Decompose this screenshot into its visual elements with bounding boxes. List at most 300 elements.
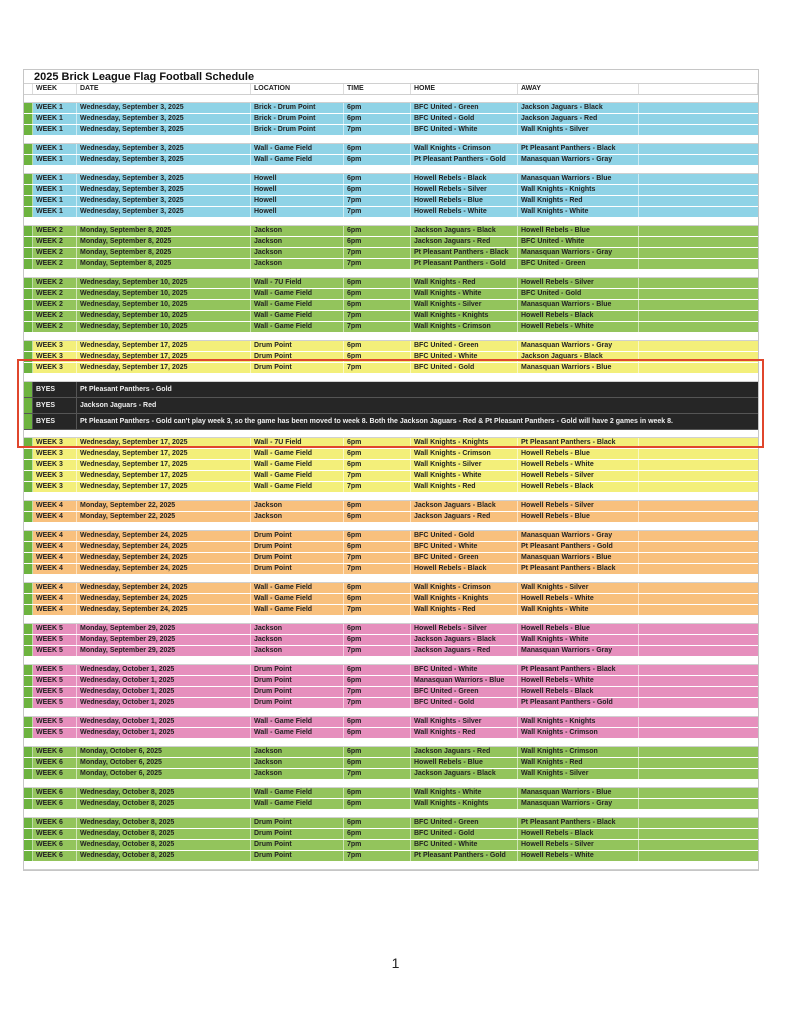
cell-away: Howell Rebels - White [518, 460, 639, 470]
game-row [24, 717, 758, 728]
cell-away: Jackson Jaguars - Red [518, 114, 639, 124]
cell-time: 6pm [344, 449, 411, 459]
cell-date: Wednesday, September 24, 2025 [77, 564, 251, 574]
game-row [24, 289, 758, 300]
cell-week: WEEK 5 [33, 624, 77, 634]
game-row [24, 594, 758, 605]
spacer-row [24, 166, 758, 174]
cell-week: WEEK 1 [33, 144, 77, 154]
cell-week: WEEK 5 [33, 635, 77, 645]
cell-date: Wednesday, September 3, 2025 [77, 103, 251, 113]
game-row [24, 501, 758, 512]
cell-location: Drum Point [251, 829, 344, 839]
cell-week: WEEK 4 [33, 501, 77, 511]
cell-time: 6pm [344, 676, 411, 686]
cell-home: Jackson Jaguars - Red [411, 646, 518, 656]
schedule-sheet [23, 69, 759, 871]
cell-location: Drum Point [251, 851, 344, 861]
cell-location: Drum Point [251, 818, 344, 828]
cell-home: Jackson Jaguars - Red [411, 747, 518, 757]
cell-home: BFC United - Gold [411, 363, 518, 373]
game-row [24, 322, 758, 333]
cell-home: BFC United - Green [411, 103, 518, 113]
cell-location: Wall - Game Field [251, 311, 344, 321]
spacer-row [24, 616, 758, 624]
cell-location: Wall - Game Field [251, 594, 344, 604]
cell-home: Howell Rebels - Silver [411, 624, 518, 634]
cell-time: 7pm [344, 482, 411, 492]
cell-time: 6pm [344, 352, 411, 362]
cell-away: BFC United - White [518, 237, 639, 247]
cell-home: Wall Knights - Silver [411, 460, 518, 470]
bye-label: BYES [33, 382, 77, 397]
cell-home: Howell Rebels - White [411, 207, 518, 217]
cell-date: Wednesday, September 17, 2025 [77, 352, 251, 362]
cell-time: 6pm [344, 512, 411, 522]
cell-time: 6pm [344, 624, 411, 634]
cell-away: Wall Knights - Red [518, 196, 639, 206]
cell-week: WEEK 2 [33, 311, 77, 321]
game-row [24, 818, 758, 829]
cell-away: Manasquan Warriors - Blue [518, 300, 639, 310]
cell-time: 6pm [344, 226, 411, 236]
cell-away: Manasquan Warriors - Gray [518, 646, 639, 656]
cell-date: Wednesday, September 10, 2025 [77, 289, 251, 299]
cell-away: Howell Rebels - Black [518, 482, 639, 492]
cell-away: Howell Rebels - Silver [518, 278, 639, 288]
cell-home: BFC United - White [411, 542, 518, 552]
cell-time: 7pm [344, 605, 411, 615]
cell-date: Wednesday, September 24, 2025 [77, 605, 251, 615]
cell-location: Brick - Drum Point [251, 125, 344, 135]
cell-location: Jackson [251, 259, 344, 269]
cell-week: WEEK 2 [33, 322, 77, 332]
cell-date: Wednesday, September 17, 2025 [77, 460, 251, 470]
game-row [24, 799, 758, 810]
cell-away: Pt Pleasant Panthers - Black [518, 665, 639, 675]
cell-week: WEEK 5 [33, 665, 77, 675]
cell-date: Wednesday, September 3, 2025 [77, 155, 251, 165]
cell-location: Wall - Game Field [251, 728, 344, 738]
cell-home: BFC United - Green [411, 818, 518, 828]
cell-week: WEEK 3 [33, 460, 77, 470]
cell-location: Jackson [251, 237, 344, 247]
game-row [24, 248, 758, 259]
cell-date: Monday, September 8, 2025 [77, 259, 251, 269]
cell-date: Monday, September 22, 2025 [77, 501, 251, 511]
cell-away: Manasquan Warriors - Gray [518, 341, 639, 351]
cell-week: WEEK 3 [33, 449, 77, 459]
cell-away: Wall Knights - Crimson [518, 728, 639, 738]
cell-away: Jackson Jaguars - Black [518, 103, 639, 113]
cell-home: Wall Knights - Knights [411, 799, 518, 809]
game-row [24, 207, 758, 218]
cell-date: Monday, October 6, 2025 [77, 769, 251, 779]
cell-home: Pt Pleasant Panthers - Gold [411, 851, 518, 861]
cell-week: WEEK 6 [33, 747, 77, 757]
cell-date: Wednesday, September 17, 2025 [77, 449, 251, 459]
spacer-row [24, 270, 758, 278]
game-row [24, 829, 758, 840]
cell-week: WEEK 5 [33, 698, 77, 708]
cell-time: 6pm [344, 665, 411, 675]
cell-home: Jackson Jaguars - Red [411, 512, 518, 522]
cell-home: Wall Knights - Crimson [411, 322, 518, 332]
cell-week: WEEK 3 [33, 438, 77, 448]
sheet-title: 2025 Brick League Flag Football Schedule [34, 71, 255, 83]
game-row [24, 300, 758, 311]
bye-row [24, 382, 758, 398]
cell-date: Wednesday, October 8, 2025 [77, 851, 251, 861]
cell-home: Wall Knights - Red [411, 605, 518, 615]
cell-week: WEEK 2 [33, 237, 77, 247]
game-row [24, 512, 758, 523]
cell-location: Wall - Game Field [251, 155, 344, 165]
cell-home: BFC United - Green [411, 341, 518, 351]
cell-location: Wall - Game Field [251, 144, 344, 154]
cell-date: Wednesday, September 24, 2025 [77, 553, 251, 563]
cell-home: Howell Rebels - Silver [411, 185, 518, 195]
cell-away: Howell Rebels - Black [518, 829, 639, 839]
cell-home: Wall Knights - Red [411, 728, 518, 738]
game-row [24, 788, 758, 799]
cell-home: BFC United - Gold [411, 531, 518, 541]
cell-date: Wednesday, October 1, 2025 [77, 717, 251, 727]
cell-date: Wednesday, September 17, 2025 [77, 471, 251, 481]
cell-week: WEEK 3 [33, 482, 77, 492]
cell-week: WEEK 4 [33, 553, 77, 563]
game-row [24, 174, 758, 185]
cell-time: 6pm [344, 174, 411, 184]
bye-label: BYES [33, 398, 77, 413]
game-row [24, 341, 758, 352]
cell-away: Manasquan Warriors - Blue [518, 553, 639, 563]
cell-location: Jackson [251, 624, 344, 634]
cell-location: Wall - 7U Field [251, 438, 344, 448]
cell-week: WEEK 2 [33, 226, 77, 236]
cell-location: Drum Point [251, 687, 344, 697]
cell-date: Monday, September 22, 2025 [77, 512, 251, 522]
cell-home: Wall Knights - Silver [411, 717, 518, 727]
cell-location: Jackson [251, 758, 344, 768]
cell-date: Wednesday, September 24, 2025 [77, 594, 251, 604]
cell-home: Howell Rebels - Blue [411, 196, 518, 206]
header-row [24, 84, 758, 95]
cell-week: WEEK 5 [33, 687, 77, 697]
header-home: HOME [411, 84, 518, 94]
cell-time: 7pm [344, 125, 411, 135]
cell-location: Drum Point [251, 542, 344, 552]
cell-time: 7pm [344, 322, 411, 332]
cell-time: 6pm [344, 289, 411, 299]
cell-week: WEEK 4 [33, 583, 77, 593]
cell-home: BFC United - Gold [411, 698, 518, 708]
cell-location: Jackson [251, 248, 344, 258]
game-row [24, 259, 758, 270]
bye-label: BYES [33, 414, 77, 429]
cell-date: Wednesday, September 3, 2025 [77, 207, 251, 217]
spacer-row [24, 218, 758, 226]
cell-week: WEEK 3 [33, 471, 77, 481]
cell-location: Wall - Game Field [251, 717, 344, 727]
game-row [24, 363, 758, 374]
cell-time: 7pm [344, 471, 411, 481]
cell-date: Wednesday, September 3, 2025 [77, 196, 251, 206]
cell-away: BFC United - Green [518, 259, 639, 269]
cell-away: Pt Pleasant Panthers - Black [518, 564, 639, 574]
cell-home: BFC United - White [411, 352, 518, 362]
cell-home: Jackson Jaguars - Black [411, 501, 518, 511]
cell-away: Howell Rebels - Silver [518, 501, 639, 511]
cell-home: Pt Pleasant Panthers - Black [411, 248, 518, 258]
cell-home: Wall Knights - White [411, 788, 518, 798]
cell-away: Pt Pleasant Panthers - Gold [518, 698, 639, 708]
cell-location: Howell [251, 174, 344, 184]
cell-date: Monday, September 29, 2025 [77, 624, 251, 634]
game-row [24, 144, 758, 155]
cell-home: Wall Knights - Crimson [411, 583, 518, 593]
cell-week: WEEK 5 [33, 717, 77, 727]
game-row [24, 769, 758, 780]
cell-week: WEEK 1 [33, 125, 77, 135]
cell-time: 6pm [344, 728, 411, 738]
game-row [24, 728, 758, 739]
cell-date: Wednesday, September 24, 2025 [77, 583, 251, 593]
cell-week: WEEK 6 [33, 769, 77, 779]
cell-time: 6pm [344, 788, 411, 798]
cell-away: BFC United - Gold [518, 289, 639, 299]
cell-location: Jackson [251, 501, 344, 511]
title-row [24, 70, 758, 84]
cell-time: 7pm [344, 311, 411, 321]
cell-location: Jackson [251, 747, 344, 757]
cell-week: WEEK 5 [33, 676, 77, 686]
cell-location: Drum Point [251, 665, 344, 675]
cell-time: 6pm [344, 144, 411, 154]
cell-time: 6pm [344, 594, 411, 604]
cell-date: Wednesday, September 3, 2025 [77, 125, 251, 135]
cell-date: Wednesday, October 1, 2025 [77, 665, 251, 675]
cell-home: Jackson Jaguars - Black [411, 635, 518, 645]
cell-location: Wall - Game Field [251, 322, 344, 332]
cell-date: Wednesday, September 17, 2025 [77, 482, 251, 492]
cell-week: WEEK 4 [33, 542, 77, 552]
game-row [24, 646, 758, 657]
cell-date: Monday, October 6, 2025 [77, 758, 251, 768]
cell-home: Howell Rebels - Black [411, 564, 518, 574]
cell-location: Jackson [251, 635, 344, 645]
cell-time: 7pm [344, 769, 411, 779]
cell-away: Manasquan Warriors - Gray [518, 155, 639, 165]
cell-away: Wall Knights - Knights [518, 717, 639, 727]
cell-week: WEEK 1 [33, 196, 77, 206]
cell-home: Jackson Jaguars - Red [411, 237, 518, 247]
cell-away: Wall Knights - White [518, 207, 639, 217]
cell-home: Jackson Jaguars - Black [411, 226, 518, 236]
cell-date: Wednesday, October 1, 2025 [77, 687, 251, 697]
cell-location: Wall - Game Field [251, 788, 344, 798]
cell-date: Wednesday, September 24, 2025 [77, 531, 251, 541]
cell-location: Wall - Game Field [251, 460, 344, 470]
cell-location: Jackson [251, 512, 344, 522]
cell-week: WEEK 2 [33, 278, 77, 288]
cell-date: Wednesday, September 3, 2025 [77, 114, 251, 124]
cell-week: WEEK 5 [33, 728, 77, 738]
cell-away: Manasquan Warriors - Gray [518, 799, 639, 809]
cell-location: Wall - Game Field [251, 289, 344, 299]
cell-home: BFC United - Green [411, 687, 518, 697]
game-row [24, 196, 758, 207]
cell-time: 6pm [344, 300, 411, 310]
cell-away: Wall Knights - Red [518, 758, 639, 768]
game-row [24, 542, 758, 553]
cell-date: Wednesday, September 17, 2025 [77, 438, 251, 448]
cell-location: Wall - Game Field [251, 799, 344, 809]
cell-time: 6pm [344, 717, 411, 727]
cell-away: Wall Knights - Silver [518, 125, 639, 135]
cell-away: Manasquan Warriors - Blue [518, 174, 639, 184]
cell-week: WEEK 6 [33, 788, 77, 798]
cell-away: Wall Knights - White [518, 635, 639, 645]
cell-home: Jackson Jaguars - Black [411, 769, 518, 779]
game-row [24, 624, 758, 635]
game-row [24, 851, 758, 862]
cell-away: Howell Rebels - Blue [518, 449, 639, 459]
game-row [24, 698, 758, 709]
game-row [24, 114, 758, 125]
cell-away: Manasquan Warriors - Blue [518, 363, 639, 373]
game-row [24, 564, 758, 575]
cell-home: BFC United - White [411, 125, 518, 135]
spacer-row [24, 430, 758, 438]
cell-home: Wall Knights - Red [411, 278, 518, 288]
cell-date: Wednesday, September 10, 2025 [77, 322, 251, 332]
cell-away: Howell Rebels - White [518, 676, 639, 686]
cell-away: Pt Pleasant Panthers - Black [518, 438, 639, 448]
cell-time: 6pm [344, 799, 411, 809]
cell-date: Wednesday, September 17, 2025 [77, 363, 251, 373]
cell-date: Monday, October 6, 2025 [77, 747, 251, 757]
cell-week: WEEK 6 [33, 851, 77, 861]
cell-away: Manasquan Warriors - Gray [518, 531, 639, 541]
cell-location: Drum Point [251, 341, 344, 351]
cell-time: 7pm [344, 851, 411, 861]
cell-location: Drum Point [251, 531, 344, 541]
cell-location: Jackson [251, 769, 344, 779]
cell-location: Brick - Drum Point [251, 103, 344, 113]
cell-away: Howell Rebels - Blue [518, 226, 639, 236]
cell-time: 6pm [344, 341, 411, 351]
cell-location: Drum Point [251, 564, 344, 574]
spacer-row [24, 523, 758, 531]
cell-date: Wednesday, September 3, 2025 [77, 185, 251, 195]
cell-time: 7pm [344, 553, 411, 563]
cell-away: Wall Knights - Knights [518, 185, 639, 195]
spacer-row [24, 739, 758, 747]
page-number: 1 [391, 955, 400, 971]
cell-date: Wednesday, September 10, 2025 [77, 311, 251, 321]
cell-away: Wall Knights - Silver [518, 769, 639, 779]
cell-home: Pt Pleasant Panthers - Gold [411, 259, 518, 269]
cell-away: Wall Knights - Crimson [518, 747, 639, 757]
cell-date: Wednesday, September 10, 2025 [77, 278, 251, 288]
cell-location: Wall - Game Field [251, 605, 344, 615]
cell-week: WEEK 6 [33, 799, 77, 809]
cell-week: WEEK 2 [33, 259, 77, 269]
game-row [24, 553, 758, 564]
bye-row [24, 398, 758, 414]
cell-location: Wall - Game Field [251, 449, 344, 459]
cell-home: BFC United - Green [411, 553, 518, 563]
cell-week: WEEK 5 [33, 646, 77, 656]
cell-time: 6pm [344, 155, 411, 165]
cell-time: 6pm [344, 531, 411, 541]
game-row [24, 676, 758, 687]
cell-away: Howell Rebels - Silver [518, 840, 639, 850]
cell-date: Wednesday, September 17, 2025 [77, 341, 251, 351]
game-row [24, 747, 758, 758]
cell-home: BFC United - White [411, 665, 518, 675]
cell-week: WEEK 1 [33, 114, 77, 124]
cell-week: WEEK 3 [33, 363, 77, 373]
cell-date: Wednesday, October 8, 2025 [77, 818, 251, 828]
bye-text: Jackson Jaguars - Red [80, 402, 157, 409]
cell-away: Pt Pleasant Panthers - Gold [518, 542, 639, 552]
cell-location: Drum Point [251, 363, 344, 373]
cell-location: Howell [251, 185, 344, 195]
game-row [24, 125, 758, 136]
cell-time: 6pm [344, 501, 411, 511]
cell-date: Wednesday, September 10, 2025 [77, 300, 251, 310]
cell-home: Wall Knights - White [411, 289, 518, 299]
cell-time: 7pm [344, 646, 411, 656]
cell-time: 7pm [344, 259, 411, 269]
cell-location: Drum Point [251, 840, 344, 850]
cell-home: Wall Knights - Silver [411, 300, 518, 310]
cell-time: 7pm [344, 207, 411, 217]
cell-week: WEEK 1 [33, 103, 77, 113]
cell-location: Wall - 7U Field [251, 278, 344, 288]
header-week: WEEK [33, 84, 77, 94]
cell-week: WEEK 2 [33, 248, 77, 258]
header-time: TIME [344, 84, 411, 94]
cell-time: 7pm [344, 698, 411, 708]
cell-away: Manasquan Warriors - Blue [518, 788, 639, 798]
cell-home: Manasquan Warriors - Blue [411, 676, 518, 686]
cell-away: Howell Rebels - Black [518, 311, 639, 321]
game-row [24, 605, 758, 616]
cell-away: Wall Knights - White [518, 605, 639, 615]
cell-date: Wednesday, October 8, 2025 [77, 799, 251, 809]
cell-location: Jackson [251, 646, 344, 656]
spacer-row [24, 333, 758, 341]
game-row [24, 635, 758, 646]
cell-date: Wednesday, October 8, 2025 [77, 829, 251, 839]
game-row [24, 103, 758, 114]
cell-time: 6pm [344, 818, 411, 828]
cell-date: Wednesday, October 8, 2025 [77, 840, 251, 850]
game-row [24, 185, 758, 196]
cell-week: WEEK 6 [33, 758, 77, 768]
cell-time: 6pm [344, 278, 411, 288]
cell-time: 6pm [344, 103, 411, 113]
cell-date: Wednesday, October 1, 2025 [77, 698, 251, 708]
cell-week: WEEK 3 [33, 352, 77, 362]
cell-week: WEEK 1 [33, 174, 77, 184]
cell-date: Wednesday, September 24, 2025 [77, 542, 251, 552]
cell-week: WEEK 4 [33, 605, 77, 615]
cell-time: 6pm [344, 438, 411, 448]
